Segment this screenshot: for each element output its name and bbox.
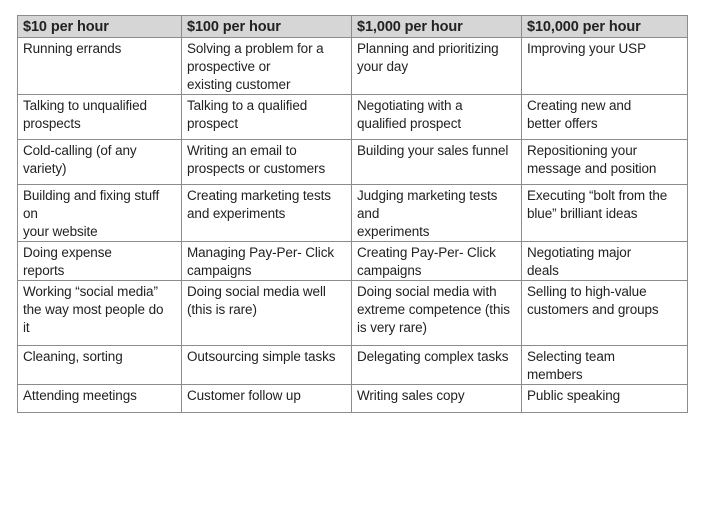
table-cell: Doing social media well (this is rare) <box>182 281 352 346</box>
header-cell-100: $100 per hour <box>182 16 352 38</box>
table-cell: Selling to high-value customers and groups <box>522 281 688 346</box>
table-cell: Selecting team members <box>522 346 688 385</box>
table-cell: Talking to unqualified prospects <box>18 95 182 140</box>
table-cell: Repositioning your message and position <box>522 140 688 185</box>
table-cell: Improving your USP <box>522 38 688 95</box>
table-cell: Doing social media with extreme competence (this is very rare) <box>352 281 522 346</box>
table-cell: Building your sales funnel <box>352 140 522 185</box>
table-cell: Writing sales copy <box>352 385 522 413</box>
table-cell: Planning and prioritizing your day <box>352 38 522 95</box>
table-cell: Judging marketing tests and experiments <box>352 185 522 242</box>
table-cell: Attending meetings <box>18 385 182 413</box>
table-cell: Solving a problem for a prospective or existing customer <box>182 38 352 95</box>
table-row <box>18 140 688 185</box>
table-cell: Executing “bolt from the blue” brilliant ideas <box>522 185 688 242</box>
table-cell: Doing expense reports <box>18 242 182 281</box>
table-cell: Creating new and better offers <box>522 95 688 140</box>
table-row <box>18 95 688 140</box>
table-cell: Running errands <box>18 38 182 95</box>
table-cell: Managing Pay-Per- Click campaigns <box>182 242 352 281</box>
table-cell: Creating Pay-Per- Click campaigns <box>352 242 522 281</box>
table-cell: Cold-calling (of any variety) <box>18 140 182 185</box>
table-row <box>18 38 688 95</box>
table-row <box>18 385 688 413</box>
header-cell-10000: $10,000 per hour <box>522 16 688 38</box>
table-cell: Negotiating major deals <box>522 242 688 281</box>
table-row <box>18 281 688 346</box>
table-cell: Writing an email to prospects or customers <box>182 140 352 185</box>
table-cell: Negotiating with a qualified prospect <box>352 95 522 140</box>
table-row <box>18 242 688 281</box>
table-cell: Customer follow up <box>182 385 352 413</box>
table-cell: Building and fixing stuff on your website <box>18 185 182 242</box>
header-cell-10: $10 per hour <box>18 16 182 38</box>
value-of-time-table <box>17 15 688 413</box>
table-cell: Delegating complex tasks <box>352 346 522 385</box>
table-cell: Talking to a qualified prospect <box>182 95 352 140</box>
table-cell: Working “social media” the way most people do it <box>18 281 182 346</box>
table-cell: Public speaking <box>522 385 688 413</box>
header-cell-1000: $1,000 per hour <box>352 16 522 38</box>
header-row <box>18 16 688 38</box>
table-cell: Outsourcing simple tasks <box>182 346 352 385</box>
table-cell: Creating marketing tests and experiments <box>182 185 352 242</box>
table-cell: Cleaning, sorting <box>18 346 182 385</box>
table-row <box>18 185 688 242</box>
table-row <box>18 346 688 385</box>
